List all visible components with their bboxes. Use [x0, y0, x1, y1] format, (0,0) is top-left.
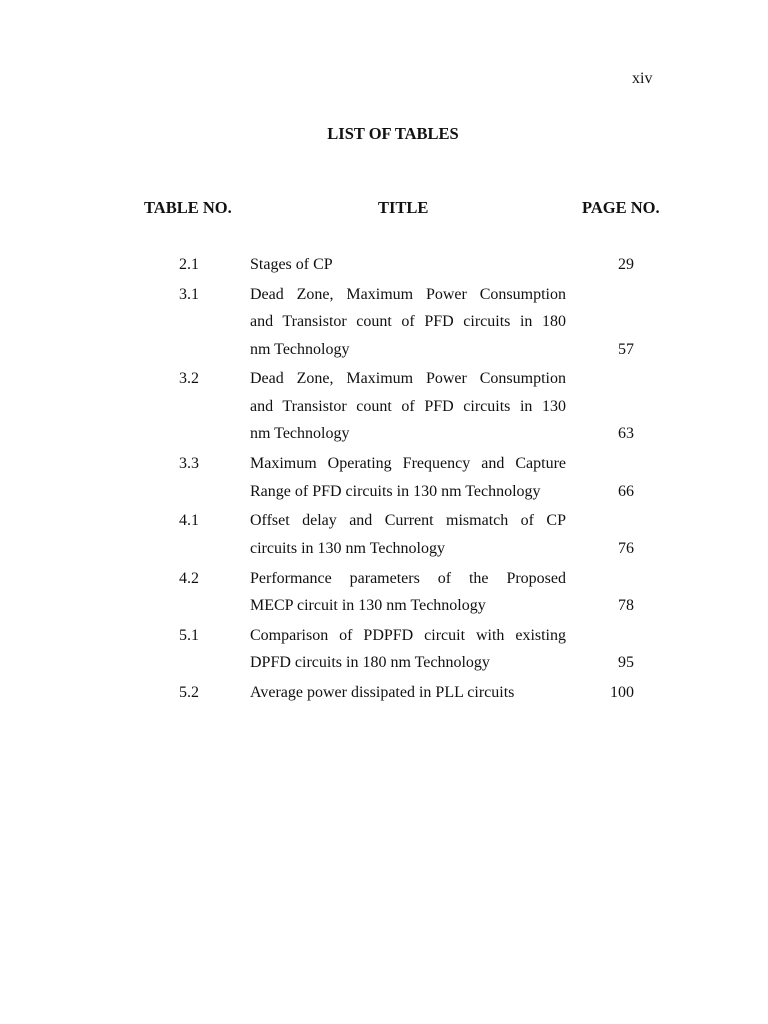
table-entry-page-number: 29: [618, 256, 634, 273]
table-entry-title-line: Range of PFD circuits in 130 nm Technology: [250, 482, 541, 500]
table-entry-title-line: nm Technology: [250, 425, 350, 443]
table-entry-title-line: and Transistor count of PFD circuits in 180: [250, 313, 566, 331]
table-entry-number: 3.3: [179, 455, 199, 473]
column-header-title: TITLE: [378, 198, 429, 217]
table-entry-title: [250, 281, 566, 364]
table-entry-page-number: 63: [618, 425, 634, 443]
column-header-page-no: PAGE NO.: [582, 198, 660, 217]
table-entry-title: [250, 565, 566, 620]
table-entry-number: 5.1: [179, 626, 199, 644]
table-entry-number: 5.2: [179, 683, 199, 701]
table-entry-number: 3.2: [179, 370, 199, 388]
table-entry-title: [250, 251, 566, 279]
table-entry-title: [250, 365, 566, 448]
table-entry-title-line: and Transistor count of PFD circuits in 130: [250, 397, 566, 415]
table-entry-title: [250, 679, 566, 707]
table-entry-title-line: Dead Zone, Maximum Power Consumption: [250, 370, 566, 388]
table-entry-number: 2.1: [179, 256, 199, 273]
table-entry-number: 4.2: [179, 569, 199, 587]
table-entry-title: [250, 450, 566, 505]
table-entry-title-line: Performance parameters of the Proposed: [250, 569, 566, 587]
table-entry-page-number: 57: [618, 340, 634, 358]
table-entry-title-line: nm Technology: [250, 340, 350, 358]
table-entry-title-line: Stages of CP: [250, 256, 333, 273]
table-entry-title-line: DPFD circuits in 180 nm Technology: [250, 654, 490, 672]
column-header-table-no: TABLE NO.: [144, 198, 232, 217]
table-entry-title-line: Average power dissipated in PLL circuits: [250, 683, 515, 701]
table-entry-title-line: Offset delay and Current mismatch of CP: [250, 512, 566, 530]
table-entry-page-number: 78: [618, 597, 634, 614]
table-entry-page-number: 95: [618, 654, 634, 672]
table-entry-title-line: MECP circuit in 130 nm Technology: [250, 597, 486, 614]
table-entry-title-line: Comparison of PDPFD circuit with existing: [250, 626, 566, 644]
list-of-tables-heading: LIST OF TABLES: [327, 124, 459, 143]
table-entry-page-number: 100: [610, 683, 634, 701]
table-entry-title: [250, 507, 566, 562]
table-entry-title: [250, 622, 566, 677]
table-entry-page-number: 76: [618, 539, 634, 557]
table-entry-title-line: Dead Zone, Maximum Power Consumption: [250, 285, 566, 303]
table-entry-number: 3.1: [179, 285, 199, 303]
table-entry-page-number: 66: [618, 482, 634, 500]
table-entry-title-line: circuits in 130 nm Technology: [250, 539, 445, 557]
table-entry-title-line: Maximum Operating Frequency and Capture: [250, 455, 566, 473]
table-header-row: [0, 198, 768, 222]
table-entry-number: 4.1: [179, 512, 199, 530]
page-number: xiv: [632, 70, 653, 87]
